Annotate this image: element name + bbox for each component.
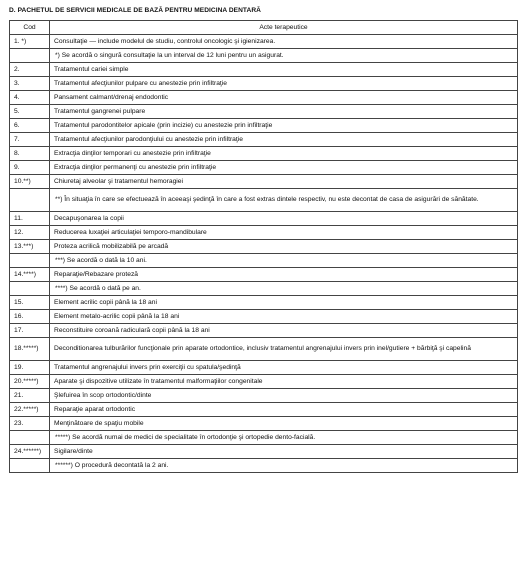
note-empty-cell <box>10 189 50 212</box>
row-cod: 18.*****) <box>10 338 50 361</box>
table-row <box>10 63 518 77</box>
table-row <box>10 240 518 254</box>
table-row <box>10 324 518 338</box>
row-text: Pansament calmant/drenaj endodontic <box>50 91 518 105</box>
row-text: Tratamentul angrenajului invers prin exerciţii cu spatula/şedinţă <box>50 361 518 375</box>
row-text: Consultaţie — include modelul de studiu, controlul oncologic şi igienizarea. <box>50 35 518 49</box>
row-text: Element acrilic copii până la 18 ani <box>50 296 518 310</box>
table-row <box>10 389 518 403</box>
row-cod: 11. <box>10 212 50 226</box>
row-text: Extracţia dinţilor temporari cu anestezie prin infiltraţie <box>50 147 518 161</box>
note-row <box>10 431 518 445</box>
note-text: *) Se acordă o singură consultaţie la un interval de 12 luni pentru un asigurat. <box>50 49 518 63</box>
document-title: D. PACHETUL DE SERVICII MEDICALE DE BAZĂ PENTRU MEDICINA DENTARĂ <box>9 7 261 14</box>
table-row <box>10 161 518 175</box>
row-cod: 24.******) <box>10 445 50 459</box>
row-text: Menţinătoare de spaţiu mobile <box>50 417 518 431</box>
services-table <box>9 20 518 473</box>
table-row <box>10 403 518 417</box>
table-row <box>10 175 518 189</box>
table-row <box>10 226 518 240</box>
row-text: Decapuşonarea la copii <box>50 212 518 226</box>
row-text: Reparaţie aparat ortodontic <box>50 403 518 417</box>
row-cod: 4. <box>10 91 50 105</box>
row-text: Tratamentul afecţiunilor parodonţiului cu anestezie prin infiltraţie <box>50 133 518 147</box>
row-cod: 22.*****) <box>10 403 50 417</box>
row-text: Reparaţie/Rebazare proteză <box>50 268 518 282</box>
row-cod: 15. <box>10 296 50 310</box>
row-cod: 5. <box>10 105 50 119</box>
table-row <box>10 77 518 91</box>
row-cod: 8. <box>10 147 50 161</box>
row-text: Şlefuirea în scop ortodontic/dinte <box>50 389 518 403</box>
table-header-row <box>10 21 518 35</box>
table-row <box>10 105 518 119</box>
row-text: Reducerea luxaţiei articulaţiei temporo-mandibulare <box>50 226 518 240</box>
row-text: Aparate şi dispozitive utilizate în tratamentul malformaţiilor congenitale <box>50 375 518 389</box>
note-text: *****) Se acordă numai de medici de specialitate în ortodonţie şi ortopedie dento-facială. <box>50 431 518 445</box>
table-row <box>10 212 518 226</box>
row-text: Extracţia dinţilor permanenţi cu anestezie prin infiltraţie <box>50 161 518 175</box>
row-text: Deconditionarea tulburărilor funcţionale prin aparate ortodontice, inclusiv tratamentul angrenajului invers prin inel/gutiere + bărbiţă şi capelină <box>50 338 518 361</box>
note-text: **) În situaţia în care se efectuează în aceeaşi şedinţă în care a fost extras dintele respectiv, nu este decontat de casa de asigurări de sănătate. <box>50 189 518 212</box>
row-cod: 17. <box>10 324 50 338</box>
note-text: ****) Se acordă o dată pe an. <box>50 282 518 296</box>
note-empty-cell <box>10 282 50 296</box>
note-text: ******) O procedură decontată la 2 ani. <box>50 459 518 473</box>
row-cod: 23. <box>10 417 50 431</box>
row-cod: 21. <box>10 389 50 403</box>
row-cod: 7. <box>10 133 50 147</box>
row-text: Chiuretaj alveolar şi tratamentul hemoragiei <box>50 175 518 189</box>
note-row <box>10 459 518 473</box>
row-cod: 16. <box>10 310 50 324</box>
row-text: Tratamentul gangrenei pulpare <box>50 105 518 119</box>
header-acte: Acte terapeutice <box>50 21 518 35</box>
row-text: Tratamentul parodontitelor apicale (prin incizie) cu anestezie prin infiltraţie <box>50 119 518 133</box>
note-row <box>10 254 518 268</box>
note-text: ***) Se acordă o dată la 10 ani. <box>50 254 518 268</box>
row-text: Element metalo-acrilic copii până la 18 ani <box>50 310 518 324</box>
table-row <box>10 296 518 310</box>
note-empty-cell <box>10 459 50 473</box>
row-cod: 14.****) <box>10 268 50 282</box>
row-text: Tratamentul afecţiunilor pulpare cu anestezie prin infiltraţie <box>50 77 518 91</box>
row-cod: 20.*****) <box>10 375 50 389</box>
note-row <box>10 282 518 296</box>
row-cod: 13.***) <box>10 240 50 254</box>
row-cod: 12. <box>10 226 50 240</box>
note-row <box>10 49 518 63</box>
row-cod: 9. <box>10 161 50 175</box>
row-text: Tratamentul cariei simple <box>50 63 518 77</box>
note-empty-cell <box>10 49 50 63</box>
note-row <box>10 189 518 212</box>
table-row <box>10 35 518 49</box>
row-text: Proteza acrilică mobilizabilă pe arcadă <box>50 240 518 254</box>
row-cod: 10.**) <box>10 175 50 189</box>
table-row <box>10 268 518 282</box>
row-cod: 1. *) <box>10 35 50 49</box>
table-row <box>10 338 518 361</box>
row-text: Sigilare/dinte <box>50 445 518 459</box>
row-cod: 3. <box>10 77 50 91</box>
table-row <box>10 147 518 161</box>
table-row <box>10 91 518 105</box>
table-row <box>10 361 518 375</box>
row-cod: 6. <box>10 119 50 133</box>
table-row <box>10 133 518 147</box>
table-row <box>10 375 518 389</box>
row-cod: 2. <box>10 63 50 77</box>
note-empty-cell <box>10 254 50 268</box>
table-row <box>10 310 518 324</box>
table-row <box>10 417 518 431</box>
row-cod: 19. <box>10 361 50 375</box>
row-text: Reconstituire coroană radiculară copii până la 18 ani <box>50 324 518 338</box>
note-empty-cell <box>10 431 50 445</box>
header-cod: Cod <box>10 21 50 35</box>
table-row <box>10 119 518 133</box>
table-row <box>10 445 518 459</box>
